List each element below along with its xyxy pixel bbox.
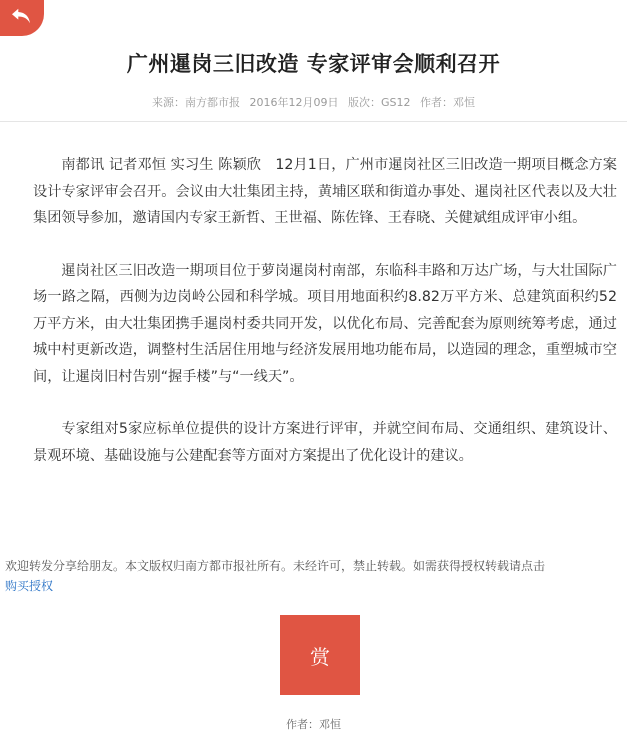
- back-button[interactable]: [0, 0, 44, 36]
- meta-author: 作者：邓恒: [420, 96, 475, 109]
- meta-edition: 版次：GS12: [347, 96, 411, 109]
- article-paragraph: 暹岗社区三旧改造一期项目位于萝岗暹岗村南部，东临科丰路和万达广场，与大壮国际广场一路之隔，西侧为边岗岭公园和科学城。项目用地面积约8.82万平方米、总建筑面积约52万平方米，由大壮集团携手暹岗村委共同开发，以优化布局、完善配套为原则统筹考虑，通过城中村更新改造，调整村生活居住用地与经济发展用地功能布局，以造园的理念，重塑城市空间，让暹岗旧村告别“握手楼”与“一线天”。: [33, 262, 617, 385]
- article-meta: [0, 94, 627, 110]
- meta-source: 来源：南方都市报: [151, 96, 240, 109]
- article-paragraph: 专家组对5家应标单位提供的设计方案进行评审，并就空间布局、交通组织、建筑设计、景观环境、基础设施与公建配套等方面对方案提出了优化设计的建议。: [33, 421, 617, 464]
- footer-author: 作者：邓恒: [286, 718, 341, 731]
- meta-date: 2016年12月09日: [249, 96, 339, 109]
- buy-license-link[interactable]: 购买授权: [5, 579, 54, 593]
- article-title: 广州暹岗三旧改造 专家评审会顺利召开: [126, 52, 501, 76]
- article-body: [33, 152, 617, 495]
- article-paragraph: 南都讯 记者邓恒 实习生 陈颖欣 12月1日，广州市暹岗社区三旧改造一期项目概念方案设计专家评审会召开。会议由大壮集团主持，黄埔区联和街道办事处、暹岗社区代表以及大壮集团领导参加，邀请国内专家王新哲、王世福、陈佐锋、王春晓、关健斌组成评审小组。: [33, 157, 617, 226]
- reward-button[interactable]: 赏: [280, 615, 360, 695]
- back-arrow-icon: [10, 7, 32, 25]
- copyright-notice: 欢迎转发分享给朋友。本文版权归南方都市报社所有。未经许可，禁止转载。如需获得授权转载请点击: [5, 559, 546, 573]
- header-divider: [0, 121, 627, 122]
